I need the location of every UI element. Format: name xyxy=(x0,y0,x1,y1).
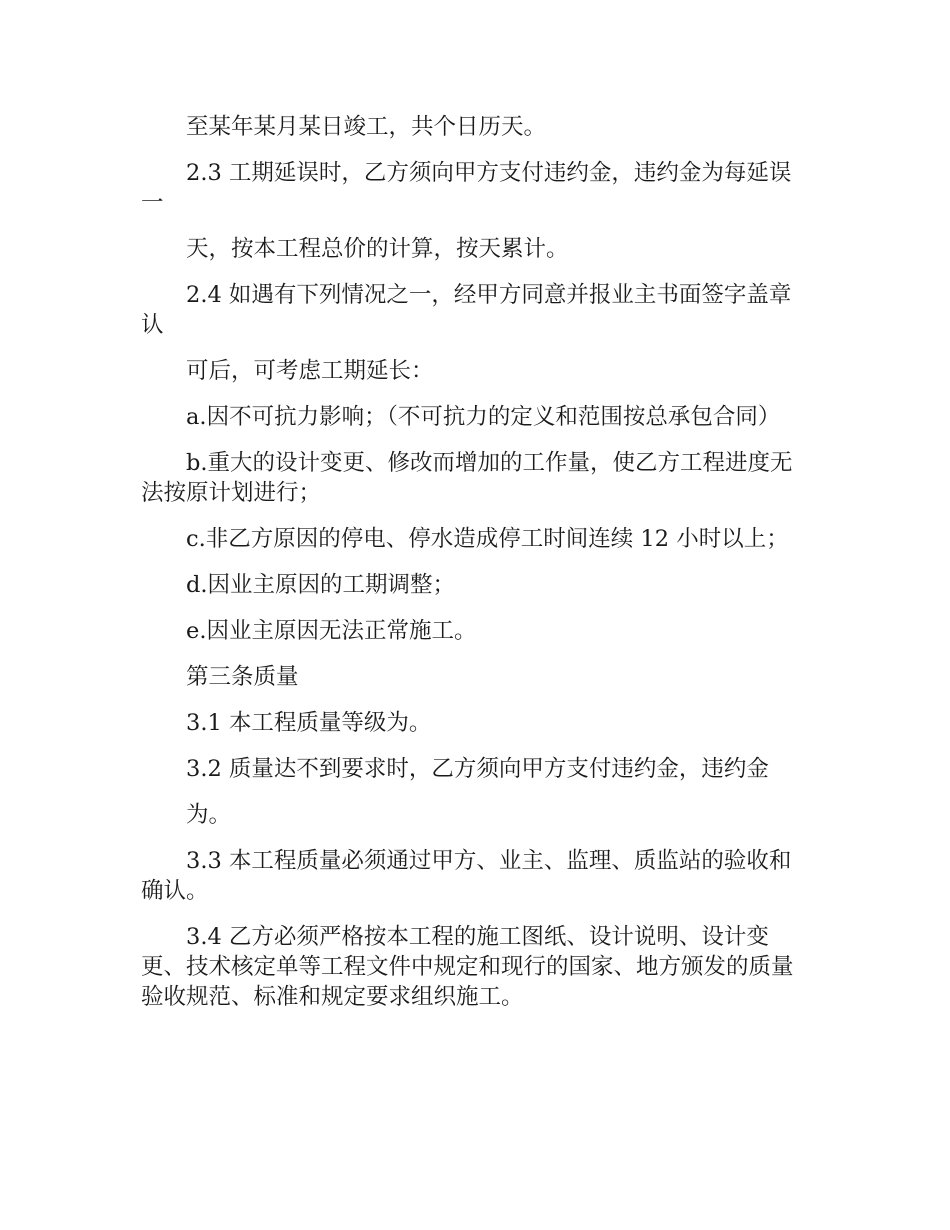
paragraph: 3.1 本工程质量等级为。 xyxy=(186,710,432,736)
paragraph: c.非乙方原因的停电、停水造成停工时间连续 12 小时以上； xyxy=(186,526,789,552)
paragraph: 3.2 质量达不到要求时，乙方须向甲方支付违约金，违约金 xyxy=(186,756,769,782)
section-heading: 第三条质量 xyxy=(186,664,299,690)
paragraph: d.因业主原因的工期调整； xyxy=(186,572,456,598)
document-body xyxy=(141,112,813,1028)
paragraph: a.因不可抗力影响；（不可抗力的定义和范围按总承包合同） xyxy=(186,404,781,430)
paragraph: 3.4 乙方必须严格按本工程的施工图纸、设计说明、设计变更、技术核定单等工程文件中规定和现行的国家、地方颁发的质量验收规范、标准和规定要求组织施工。 xyxy=(141,924,794,1010)
paragraph: 2.3 工期延误时，乙方须向甲方支付违约金，违约金为每延误一 xyxy=(141,160,792,216)
paragraph: 3.3 本工程质量必须通过甲方、业主、监理、质监站的验收和确认。 xyxy=(141,848,792,904)
paragraph: 至某年某月某日竣工，共个日历天。 xyxy=(186,114,547,140)
paragraph: 为。 xyxy=(186,802,232,828)
paragraph: 可后，可考虑工期延长： xyxy=(186,358,434,384)
paragraph: 2.4 如遇有下列情况之一，经甲方同意并报业主书面签字盖章认 xyxy=(141,282,792,338)
paragraph: 天，按本工程总价的计算，按天累计。 xyxy=(186,236,569,262)
paragraph: e.因业主原因无法正常施工。 xyxy=(186,618,477,644)
paragraph: b.重大的设计变更、修改而增加的工作量，使乙方工程进度无法按原计划进行； xyxy=(141,450,793,506)
